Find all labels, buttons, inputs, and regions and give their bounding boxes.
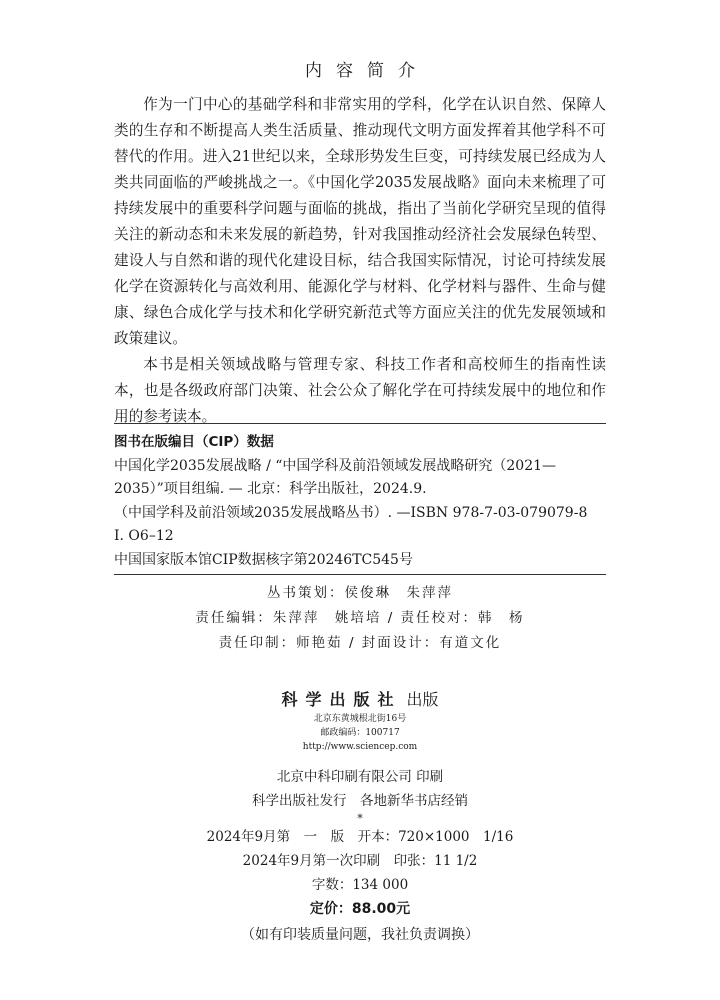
cip-line: Ⅰ. O6–12 [114,528,174,544]
printer-line: 北京中科印刷有限公司 印刷 [276,769,444,785]
editor-credits [0,581,720,656]
price: 定价：88.00元 [309,901,411,917]
separator-star: * [357,812,363,825]
quality-notice: （如有印装质量问题，我社负责调换） [241,927,479,943]
printing-line: 2024年9月第一次印刷 印张：11 1/2 [242,853,478,869]
divider-top [114,423,606,424]
cip-line: 中国国家版本馆CIP数据核字第20246TC545号 [114,551,413,568]
edition-line: 2024年9月第 一 版 开本：720×1000 1/16 [206,829,514,845]
divider-bottom [114,574,606,575]
imprint-block [0,765,720,947]
summary-text [114,92,606,430]
cip-line: 中国化学2035发展战略 / “中国学科及前沿领域发展战略研究（2021— [114,457,557,474]
publisher-block [0,688,720,754]
responsible-editors: 责任编辑：朱萍萍 姚培培 / 责任校对：韩 杨 [195,610,525,626]
publisher-logo-text: 科学出版社 [281,690,402,709]
page-title: 内容简介 [305,61,429,81]
publisher-url: http://www.sciencep.com [302,742,418,752]
publisher-postcode: 邮政编码：100717 [320,728,400,738]
publisher-suffix: 出版 [406,690,439,709]
cip-line: （中国学科及前沿领域2035发展战略丛书）. —ISBN 978-7-03-079079-8 [114,504,588,521]
cip-line: 2035）”项目组编. — 北京：科学出版社，2024.9. [114,481,427,497]
series-planner: 丛书策划：侯俊琳 朱萍萍 [267,585,453,601]
summary-paragraph-2: 本书是相关领域战略与管理专家、科技工作者和高校师生的指南性读本，也是各级政府部门决策、社会公众了解化学在可持续发展中的地位和作用的参考读本。 [114,356,606,425]
distribution-line: 科学出版社发行 各地新华书店经销 [252,793,468,809]
summary-paragraph-1: 作为一门中心的基础学科和非常实用的学科，化学在认识自然、保障人类的生存和不断提高人类生活质量、推动现代文明方面发挥着其他学科不可替代的作用。进入21世纪以来，全球形势发生巨变，可持续发展已经成为人类共同面临的严峻挑战之一。《中国化学2035发展战略》面向未来梳理了可持续发展中的重要科学问题与面临的挑战，指出了当前化学研究呈现的值得关注的新动态和未来发展的新趋势，针对我国推动经济社会发展绿色转型、建设人与自然和谐的现代化建设目标，结合我国实际情况，讨论可持续发展化学在资源转化与高效利用、能源化学与材料、化学材料与器件、生命与健康、绿色合成化学与技术和化学研究新范式等方面应关注的优先发展领域和政策建议。 [114,96,606,347]
publisher-name [0,688,720,712]
cip-block [114,431,606,572]
publisher-address: 北京东黄城根北街16号 [313,714,407,724]
production-credits: 责任印制：师艳茹 / 封面设计：有道文化 [218,635,502,651]
cip-title: 图书在版编目（CIP）数据 [114,434,274,450]
word-count: 字数：134 000 [311,877,409,893]
